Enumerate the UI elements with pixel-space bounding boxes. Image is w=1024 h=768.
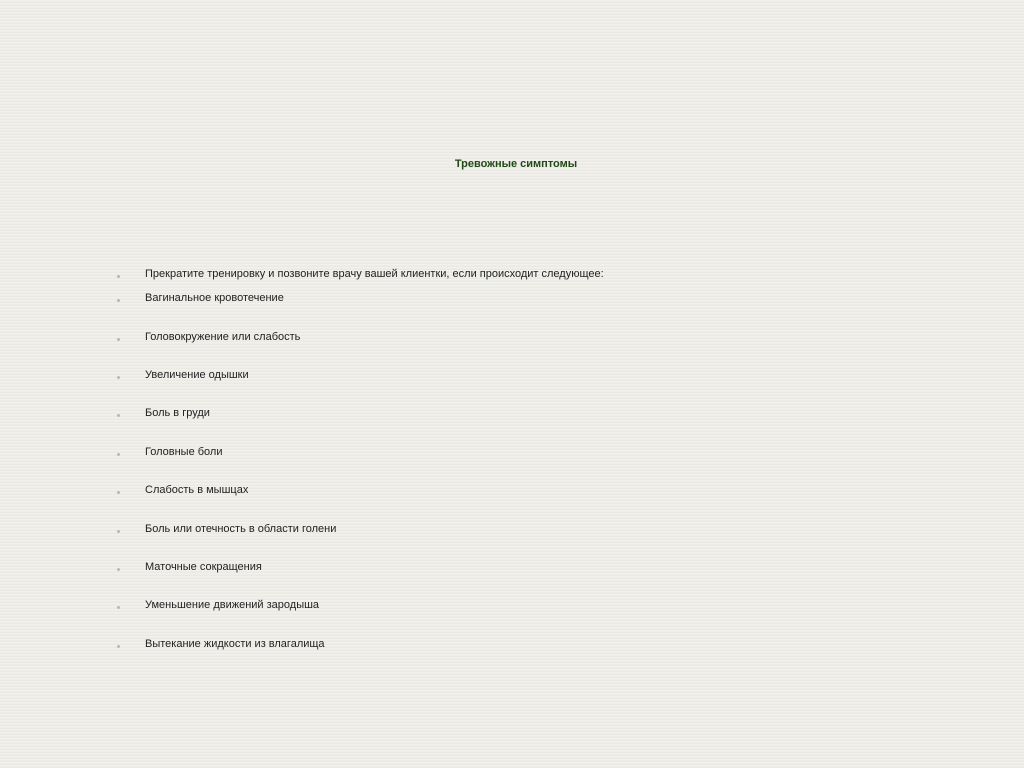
bullet-dot-icon [117,299,120,302]
bullet-item [0,636,1024,652]
bullet-text: Слабость в мышцах [145,484,249,496]
bullet-text: Вытекание жидкости из влагалища [145,638,325,650]
bullet-dot-icon [117,530,120,533]
bullet-dot-icon [117,275,120,278]
bullet-item [0,329,1024,345]
bullet-dot-icon [117,568,120,571]
bullet-item [0,266,1024,282]
bullet-text: Увеличение одышки [145,369,249,381]
bullet-text: Маточные сокращения [145,561,262,573]
bullet-item [0,405,1024,421]
bullet-item [0,290,1024,306]
bullet-item [0,444,1024,460]
bullet-text: Прекратите тренировку и позвоните врачу вашей клиентки, если происходит следующее: [145,268,604,280]
slide-title: Тревожные симптомы [454,158,578,170]
bullet-dot-icon [117,453,120,456]
bullet-text: Головные боли [145,446,223,458]
bullet-dot-icon [117,491,120,494]
bullet-dot-icon [117,414,120,417]
bullet-text: Боль в груди [145,407,210,419]
bullet-text: Вагинальное кровотечение [145,292,284,304]
bullet-item [0,521,1024,537]
bullet-dot-icon [117,376,120,379]
bullet-text: Боль или отечность в области голени [145,523,337,535]
bullet-dot-icon [117,338,120,341]
bullet-text: Уменьшение движений зародыша [145,599,320,611]
bullet-item [0,559,1024,575]
bullet-text: Головокружение или слабость [145,331,301,343]
bullet-dot-icon [117,606,120,609]
bullet-dot-icon [117,645,120,648]
bullet-item [0,597,1024,613]
bullet-item [0,482,1024,498]
bullet-item [0,367,1024,383]
